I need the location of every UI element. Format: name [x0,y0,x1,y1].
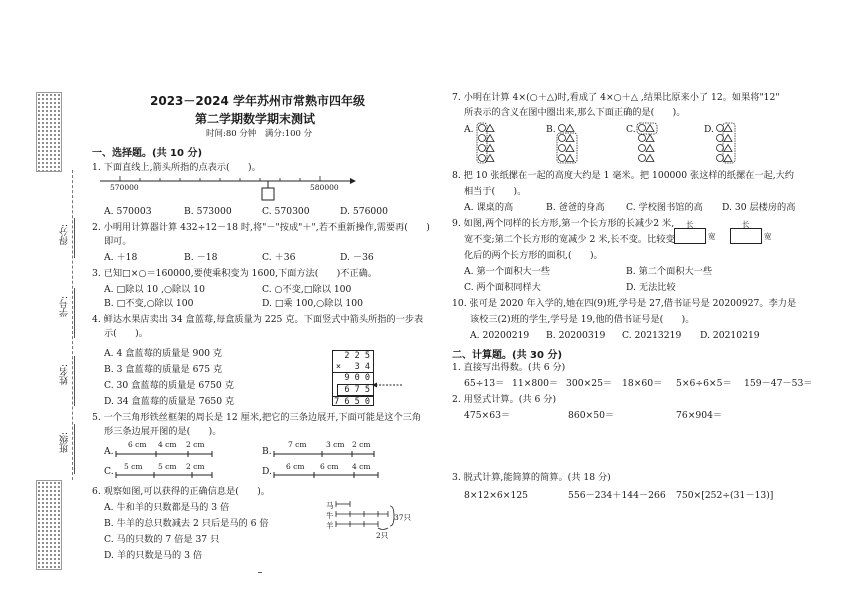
q8-option-b[interactable]: B. 爸爸的身高 [546,202,605,213]
q1-option-b[interactable]: B. 573000 [184,206,232,217]
calc2-item-3[interactable]: 76×904＝ [676,410,723,421]
q7-figure-a [476,122,506,164]
q5-c-segments [116,472,216,478]
q5-option-b[interactable]: B. [262,446,272,457]
q5-d-seg3: 4 cm [352,462,371,471]
q5-d-seg2: 6 cm [320,462,339,471]
page-footer-mark [258,572,262,573]
q5-b-segments [274,451,384,457]
q1-stem: 1. 下面直线上,箭头所指的点表示( )。 [92,162,261,173]
binding-line-3 [74,356,76,406]
q10-stem-line2: 该校三(2)班的学生,学号是 19,他的借书证号是( )。 [470,314,695,325]
q4-option-c[interactable]: C. 30 盒蓝莓的质量是 6750 克 [104,380,234,391]
q3-stem: 3. 已知□×○＝160000,要使乘积变为 1600,下面方法( )不正确。 [92,268,378,279]
q10-stem-line1: 10. 张可是 2020 年入学的,她在四(9)班,学号是 27,借书证号是 20200927。李力是 [452,298,797,309]
q7-option-d[interactable]: D. [704,124,714,135]
q6-stem: 6. 观察如图,可以获得的正确信息是( )。 [92,486,270,497]
q5-a-segments [116,451,216,457]
q5-stem-line1: 5. 一个三角形铁丝框架的周长是 12 厘米,把它的三条边展开,下面可能是这个三角 [92,412,422,423]
section-choice-heading: 一、选择题。(共 10 分) [92,148,203,159]
q4-calc-row2: × 3 4 [333,362,373,374]
q9-rect2-width: 宽 [764,232,772,241]
q9-stem-line2: 宽不变;第二个长方形的宽减少 2 米,长不变。比较变 [464,234,675,245]
q1-ruler-right: 580000 [310,183,339,192]
binding-line-2 [74,288,76,338]
q7-figure-b [556,122,586,164]
q6-option-b[interactable]: B. 牛羊的总只数减去 2 只后是马的 6 倍 [104,518,269,529]
q1-option-c[interactable]: C. 570300 [262,206,310,217]
q9-stem-line1: 9. 如图,两个同样的长方形,第一个长方形的长减少2 米, [452,218,675,229]
q7-option-a[interactable]: A. [464,124,474,135]
exam-title: 2023－2024 学年苏州市常熟市四年级 [150,94,365,108]
q4-calc-row4: 6 7 5 [337,384,373,397]
binding-line-4 [74,424,76,474]
q8-option-a[interactable]: A. 课桌的高 [464,202,514,213]
q7-stem-line2: 所表示的含义在图中圈出来,那么下面正确的是( )。 [464,107,686,118]
q2-option-c[interactable]: C. ＋36 [262,252,296,263]
q6-label-sheep: 羊 [326,521,334,530]
q5-d-seg1: 6 cm [286,462,305,471]
q8-option-d[interactable]: D. 30 层楼房的高 [722,202,796,213]
q3-option-b[interactable]: B. □不变,○除以 100 [104,298,194,309]
q9-rect1-length: 长 [686,220,694,229]
q5-option-a[interactable]: A. [104,446,114,457]
q1-option-d[interactable]: D. 576000 [340,206,388,217]
q4-arrow [372,381,412,391]
q6-label-horse: 马 [326,501,334,510]
q5-d-segments [274,472,384,478]
q4-calc-row1: 2 2 5 [344,351,370,361]
q3-option-a[interactable]: A. □除以 10 ,○除以 10 [104,284,205,295]
q4-option-a[interactable]: A. 4 盒蓝莓的质量是 900 克 [104,348,223,359]
calc2-item-2[interactable]: 860×50＝ [568,410,615,421]
binding-pattern-bottom [36,480,62,570]
q6-option-a[interactable]: A. 牛和羊的只数都是马的 3 倍 [104,502,230,513]
class-label: 班级: [60,432,70,454]
q10-option-a[interactable]: A. 20200219 [470,330,530,341]
q6-segment-diagram [336,500,396,532]
q9-rect2 [730,228,762,244]
calc3-item-3[interactable]: 750×[252÷(31－13)] [676,490,774,501]
binding-pattern-top [36,92,62,172]
q6-total-label: 37只 [394,513,412,522]
calc1-stem: 1. 直接写出得数。(共 6 分) [452,362,566,373]
q8-option-c[interactable]: C. 学校图书馆的高 [626,202,703,213]
q9-rect1-width: 宽 [708,232,716,241]
q4-stem-line2: 示( )。 [104,328,148,339]
section-calc-heading: 二、计算题。(共 30 分) [452,350,563,361]
score-label: 得分: [60,224,70,246]
calc1-item-6[interactable]: 159－47－53＝ [744,378,813,389]
q6-option-d[interactable]: D. 羊的只数是马的 3 倍 [104,550,203,561]
q4-option-d[interactable]: D. 34 盒蓝莓的质量是 7650 克 [104,396,235,407]
q8-stem-line2: 相当于( )。 [464,186,527,197]
calc3-stem: 3. 脱式计算,能简算的简算。(共 18 分) [452,472,611,483]
q9-rect1 [674,228,706,244]
q4-vertical-calc [332,350,374,406]
q1-ruler-left: 570000 [110,183,139,192]
student-id-label: 学号: [60,296,70,318]
q6-option-c[interactable]: C. 马的只数的 7 倍是 37 只 [104,534,220,545]
q6-label-cow: 牛 [326,511,334,520]
calc3-item-2[interactable]: 556－234＋144－266 [568,490,666,501]
q5-c-seg1: 5 cm [124,462,143,471]
q7-option-b[interactable]: B. [546,124,556,135]
q1-option-a[interactable]: A. 570003 [104,206,152,217]
calc2-item-1[interactable]: 475×63＝ [464,410,511,421]
q10-option-b[interactable]: B. 20200319 [546,330,606,341]
q2-option-a[interactable]: A. ＋18 [104,252,138,263]
q2-stem-line2: 即可。 [104,236,132,247]
calc2-stem: 2. 用竖式计算。(共 6 分) [452,394,557,405]
q5-c-seg2: 5 cm [158,462,177,471]
q9-stem-line3: 化后的两个长方形的面积,( )。 [464,250,603,261]
q6-extra-label: 2只 [376,531,389,540]
calc3-item-1[interactable]: 8×12×6×125 [464,490,529,501]
q4-calc-row3: 9 0 0 [344,373,370,383]
q10-option-c[interactable]: C. 20213219 [622,330,682,341]
q3-option-d[interactable]: D. □乘 100,○除以 100 [262,298,363,309]
q5-a-seg1: 6 cm [128,440,147,449]
q5-stem-line2: 形三条边展开图的是( )。 [104,426,222,437]
q9-option-a[interactable]: A. 第一个面积大一些 [464,266,550,277]
calc1-item-4[interactable]: 18×60＝ [622,378,663,389]
q9-option-b[interactable]: B. 第二个面积大一些 [626,266,713,277]
calc1-item-2[interactable]: 11×800＝ [512,378,559,389]
exam-subtitle: 第二学期数学期末测试 [195,112,316,126]
calc1-item-3[interactable]: 300×25＝ [566,378,613,389]
name-label: 姓名: [60,364,70,386]
q9-rect2-length: 长 [742,220,750,229]
q9-option-c[interactable]: C. 两个面积同样大 [464,282,541,293]
q5-a-seg3: 2 cm [186,440,205,449]
q5-option-c[interactable]: C. [104,466,114,477]
q7-figure-c [636,122,666,164]
binding-line-1 [74,218,76,258]
q5-b-seg2: 3 cm [326,440,345,449]
exam-meta: 时间:80 分钟 满分:100 分 [206,129,313,139]
binding-dash-line [72,170,73,480]
q5-a-seg2: 4 cm [158,440,177,449]
q9-option-d[interactable]: D. 无法比较 [626,282,676,293]
q4-calc-row5: 7 6 5 0 [333,396,373,408]
q2-option-b[interactable]: B. －18 [184,252,218,263]
q4-stem-line1: 4. 鲜达水果店卖出 34 盒蓝莓,每盒质量为 225 克。下面竖式中箭头所指的一步表 [92,314,424,325]
q2-option-d[interactable]: D. －36 [340,252,374,263]
q7-option-c[interactable]: C. [626,124,636,135]
q5-b-seg1: 7 cm [288,440,307,449]
q5-option-d[interactable]: D. [262,466,272,477]
q7-figure-d [714,122,744,164]
q2-stem-line1: 2. 小明用计算器计算 432÷12－18 时,将"－"按成"＋",若不重新操作,需要再( ) [92,222,430,233]
q4-option-b[interactable]: B. 3 盒蓝莓的质量是 675 克 [104,364,223,375]
calc1-item-1[interactable]: 65÷13＝ [464,378,505,389]
q5-b-seg3: 2 cm [352,440,371,449]
q8-stem-line1: 8. 把 10 张纸摞在一起的高度大约是 1 毫米。把 100000 张这样的纸摞在一起,大约 [452,170,794,181]
q10-option-d[interactable]: D. 20210219 [700,330,760,341]
calc1-item-5[interactable]: 5×6÷6×5＝ [676,378,732,389]
q5-c-seg3: 2 cm [186,462,205,471]
q3-option-c[interactable]: C. ○不变,□除以 100 [262,284,352,295]
q7-stem-line1: 7. 小明在计算 4×(○＋△)时,看成了 4×○＋△ ,结果比原来小了 12。如果将"12" [452,92,780,103]
